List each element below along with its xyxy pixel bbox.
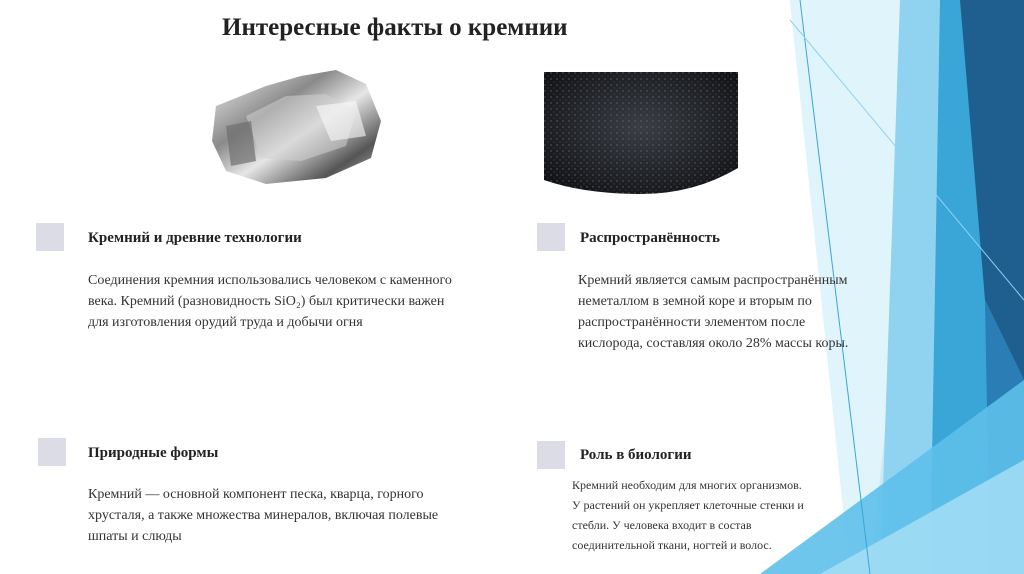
section-heading-natural-forms: Природные формы (88, 445, 219, 461)
page-title: Интересные факты о кремнии (222, 14, 568, 41)
section-marker-square (38, 438, 66, 466)
section-text-natural-forms: Кремний — основной компонент песка, кварца, горного хрусталя, а также множества минералов, включая полевые шпаты и слюды (88, 487, 439, 544)
section-heading-biology: Роль в биологии (580, 447, 692, 463)
section-marker-square (537, 441, 565, 469)
section-heading-ancient-technologies: Кремний и древние технологии (88, 230, 302, 246)
section-text-biology: Кремний необходим для многих организмов. У растений он укрепляет клеточные стенки и стебли. У человека входит в состав соединительной ткани, ногтей и волос. (572, 478, 804, 552)
silicon-powder-image (544, 72, 738, 194)
silicon-crystal-image (206, 66, 386, 188)
section-marker-square (36, 223, 64, 251)
section-marker-square (537, 223, 565, 251)
section-heading-abundance: Распространённость (580, 230, 720, 246)
section-text-ancient-technologies: Соединения кремния использовались человеком с каменного века. Кремний (разновидность SiO₂) был критически важен для изготовления орудий труда и добычи огня (88, 273, 452, 330)
section-text-abundance: Кремний является самым распространённым неметаллом в земной коре и вторым по распространённости элементом после кислорода, составляя около 28% массы коры. (578, 273, 849, 351)
